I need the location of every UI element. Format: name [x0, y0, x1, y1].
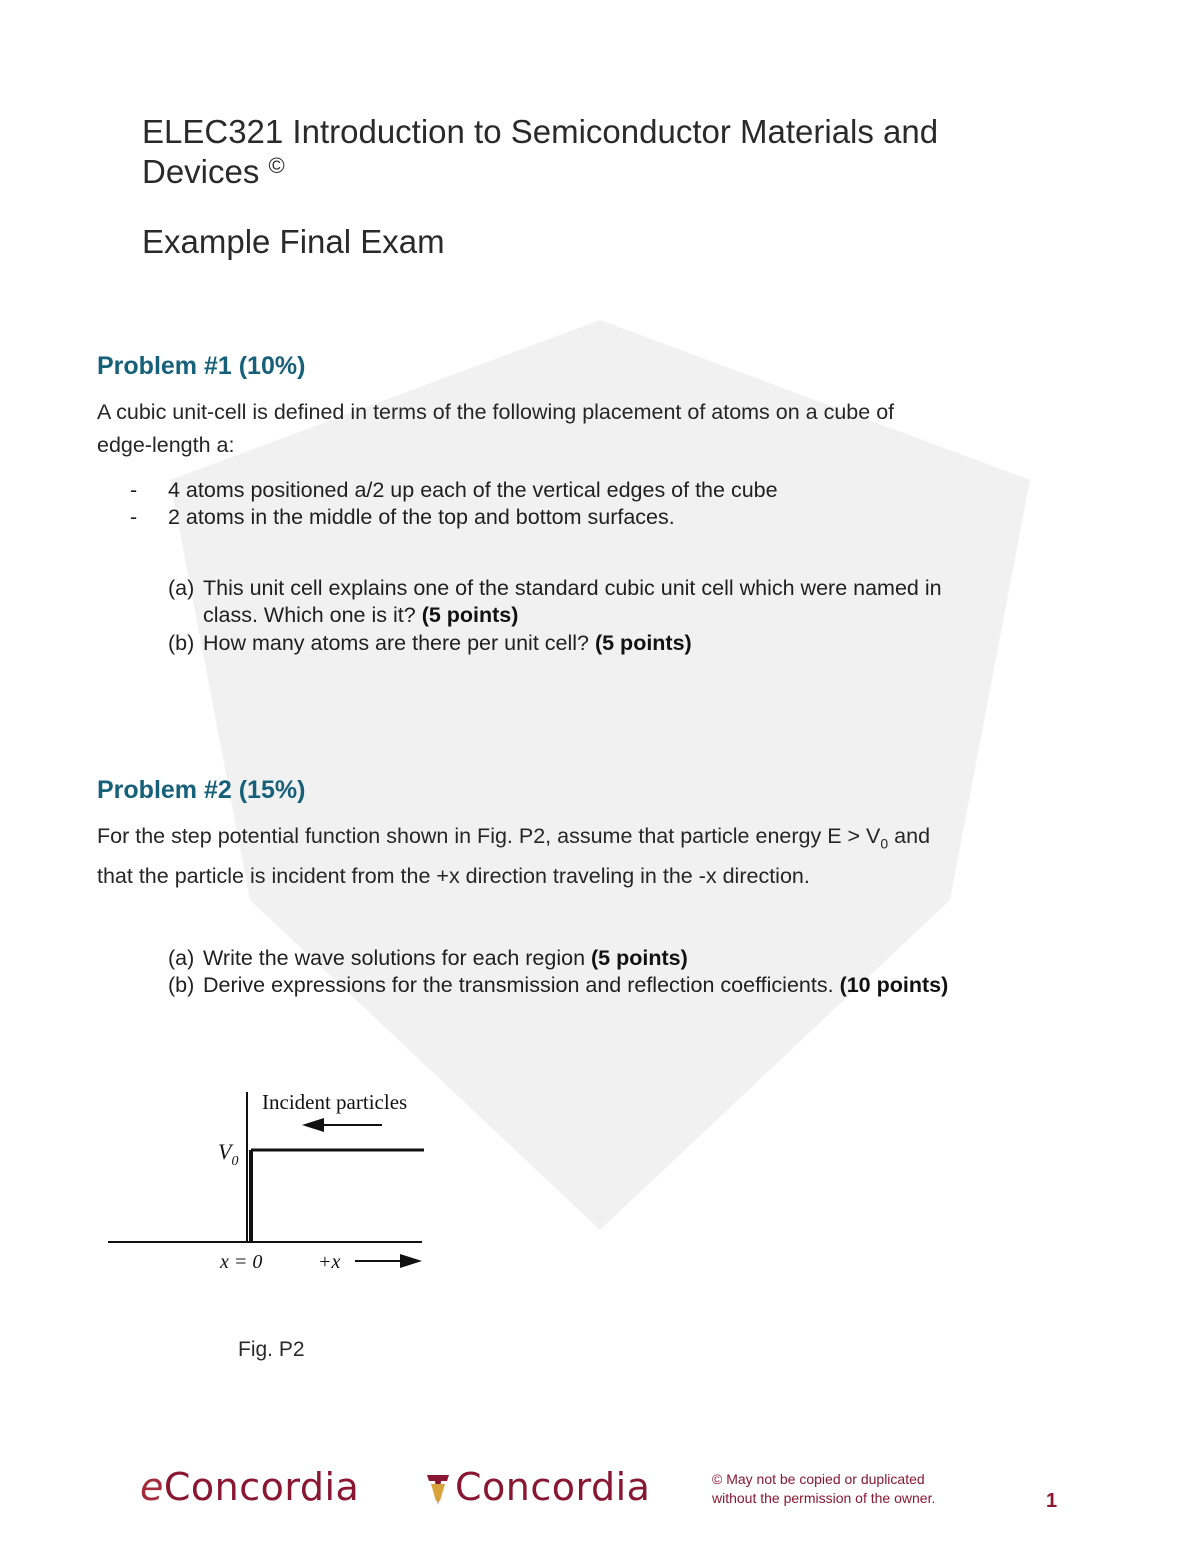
notice-line-2: without the permission of the owner.: [712, 1490, 936, 1506]
problem-1-heading: Problem #1 (10%): [97, 352, 306, 380]
title-line-1: ELEC321 Introduction to Semiconductor Materials and: [142, 113, 939, 150]
problem-2-intro-line-1: For the step potential function shown in Fig. P2, assume that particle energy E > V: [97, 824, 881, 848]
question-points: (5 points): [421, 603, 519, 627]
question-text: This unit cell explains one of the standard cubic unit cell which were named in: [203, 576, 942, 600]
problem-1-intro-line-2: edge-length a:: [97, 433, 235, 457]
problem-2-intro-line-1-end: and: [888, 824, 931, 848]
problem-1-bullet-1: 4 atoms positioned a/2 up each of the vertical edges of the cube: [168, 478, 778, 502]
econcordia-logo-e: e: [140, 1465, 164, 1509]
x0-label: x = 0: [220, 1251, 263, 1273]
problem-2-intro: [97, 820, 1037, 893]
plus-x-label: +x: [318, 1251, 341, 1273]
incident-particles-label: Incident particles: [262, 1090, 408, 1114]
question-text-continued: class. Which one is it?: [203, 603, 416, 627]
concordia-logo: [425, 1465, 650, 1509]
figure-caption: Fig. P2: [238, 1338, 305, 1361]
document-title: [142, 112, 938, 191]
concordia-logo-text: Concordia: [455, 1465, 651, 1509]
problem-1-bullet-2: 2 atoms in the middle of the top and bottom surfaces.: [168, 505, 675, 529]
question-text: How many atoms are there per unit cell?: [203, 631, 589, 655]
v0-label: $V_0$: [218, 1139, 239, 1169]
problem-2-heading: Problem #2 (15%): [97, 776, 306, 804]
econcordia-logo: [140, 1465, 359, 1509]
question-points: (5 points): [591, 946, 688, 970]
title-line-2: Devices: [142, 152, 260, 190]
step-potential-figure: [100, 1080, 440, 1285]
problem-2-question-b: [168, 972, 948, 999]
question-label: (a): [168, 576, 195, 600]
document-subtitle: Example Final Exam: [142, 223, 445, 260]
question-label: (b): [168, 973, 195, 997]
bullet-marker: -: [130, 505, 138, 529]
page-number: 1: [1046, 1490, 1058, 1512]
v0-subscript: 0: [880, 835, 889, 852]
problem-1-intro: [97, 396, 894, 462]
problem-1-question-b: [168, 630, 692, 657]
incident-arrow-icon: [302, 1118, 324, 1132]
problem-1-question-a: [168, 575, 942, 629]
question-text: Derive expressions for the transmission and reflection coefficients.: [203, 973, 834, 997]
question-points: (5 points): [594, 631, 692, 655]
bullet-marker: -: [130, 478, 138, 502]
question-label: (a): [168, 946, 195, 970]
question-points: (10 points): [839, 973, 949, 997]
concordia-crest-icon: [425, 1473, 451, 1507]
copyright-notice: [712, 1470, 935, 1508]
question-text: Write the wave solutions for each region: [203, 946, 586, 970]
problem-1-intro-line-1: A cubic unit-cell is defined in terms of the following placement of atoms on a cube of: [97, 400, 895, 424]
econcordia-logo-text: Concordia: [163, 1465, 360, 1509]
problem-2-question-a: [168, 945, 688, 972]
question-label: (b): [168, 631, 195, 655]
plus-x-arrow-icon: [400, 1254, 422, 1268]
notice-line-1: © May not be copied or duplicated: [712, 1471, 925, 1487]
copyright-symbol: ©: [268, 152, 285, 178]
problem-2-intro-line-2: that the particle is incident from the +x direction traveling in the -x direction.: [97, 864, 810, 889]
